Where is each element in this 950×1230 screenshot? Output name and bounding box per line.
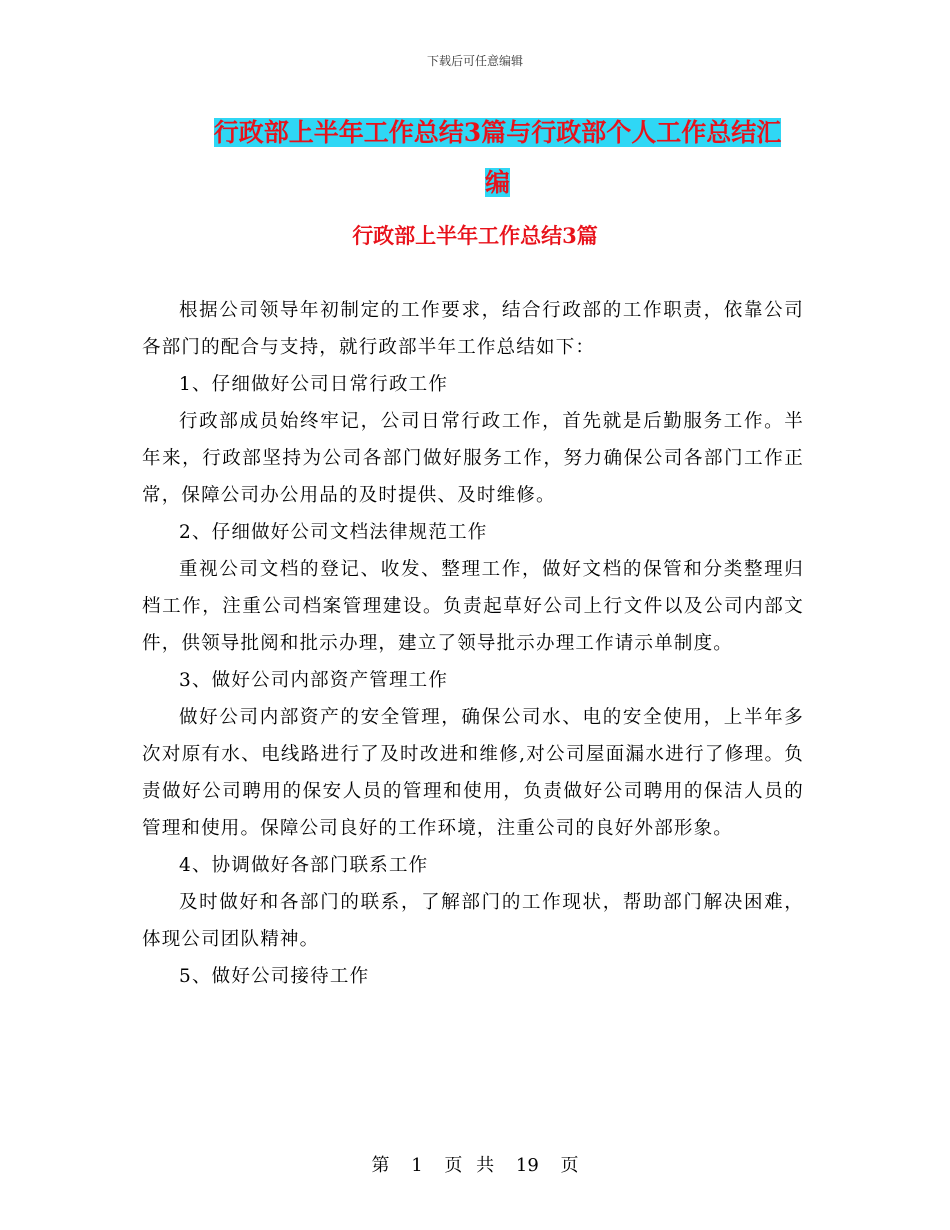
paragraph: 做好公司内部资产的安全管理，确保公司水、电的安全使用，上半年多次对原有水、电线路进行了及时改进和维修,对公司屋面漏水进行了修理。负责做好公司聘用的保安人员的管理和使用，负责做好公司聘用的保洁人员的管理和使用。保障公司良好的工作环境，注重公司的良好外部形象。 xyxy=(142,707,804,839)
document-body xyxy=(142,292,804,995)
paragraph: 行政部成员始终牢记，公司日常行政工作，首先就是后勤服务工作。半年来，行政部坚持为公司各部门做好服务工作，努力确保公司各部门工作正常，保障公司办公用品的及时提供、及时维修。 xyxy=(142,411,804,506)
document-title-line2: 编 xyxy=(484,168,510,197)
page-label-suffix: 页 xyxy=(560,1155,579,1176)
section-heading-3: 3、做好公司内部资产管理工作 xyxy=(179,670,449,691)
page-label-prefix: 第 xyxy=(371,1155,390,1176)
paragraph: 重视公司文档的登记、收发、整理工作，做好文档的保管和分类整理归档工作，注重公司档案管理建设。负责起草好公司上行文件以及公司内部文件，供领导批阅和批示办理，建立了领导批示办理工作请示单制度。 xyxy=(142,559,804,654)
document-title xyxy=(190,108,805,208)
section-heading-4: 4、协调做好各部门联系工作 xyxy=(179,855,429,876)
section-title: 行政部上半年工作总结3篇 xyxy=(352,223,598,248)
page-label-middle: 页 共 xyxy=(444,1155,495,1176)
section-heading-1: 1、仔细做好公司日常行政工作 xyxy=(179,374,449,395)
paragraph-intro: 根据公司领导年初制定的工作要求，结合行政部的工作职责，依靠公司各部门的配合与支持，就行政部半年工作总结如下： xyxy=(142,300,804,358)
document-title-line1: 行政部上半年工作总结3篇与行政部个人工作总结汇 xyxy=(213,118,782,147)
page-header-note: 下载后可任意编辑 xyxy=(426,54,523,68)
paragraph: 及时做好和各部门的联系，了解部门的工作现状，帮助部门解决困难，体现公司团队精神。 xyxy=(142,892,804,950)
page-total-number: 19 xyxy=(515,1155,539,1176)
page-current-number: 1 xyxy=(411,1155,423,1176)
section-heading-5: 5、做好公司接待工作 xyxy=(179,966,370,987)
section-heading-2: 2、仔细做好公司文档法律规范工作 xyxy=(179,522,488,543)
page-footer xyxy=(0,1154,950,1178)
